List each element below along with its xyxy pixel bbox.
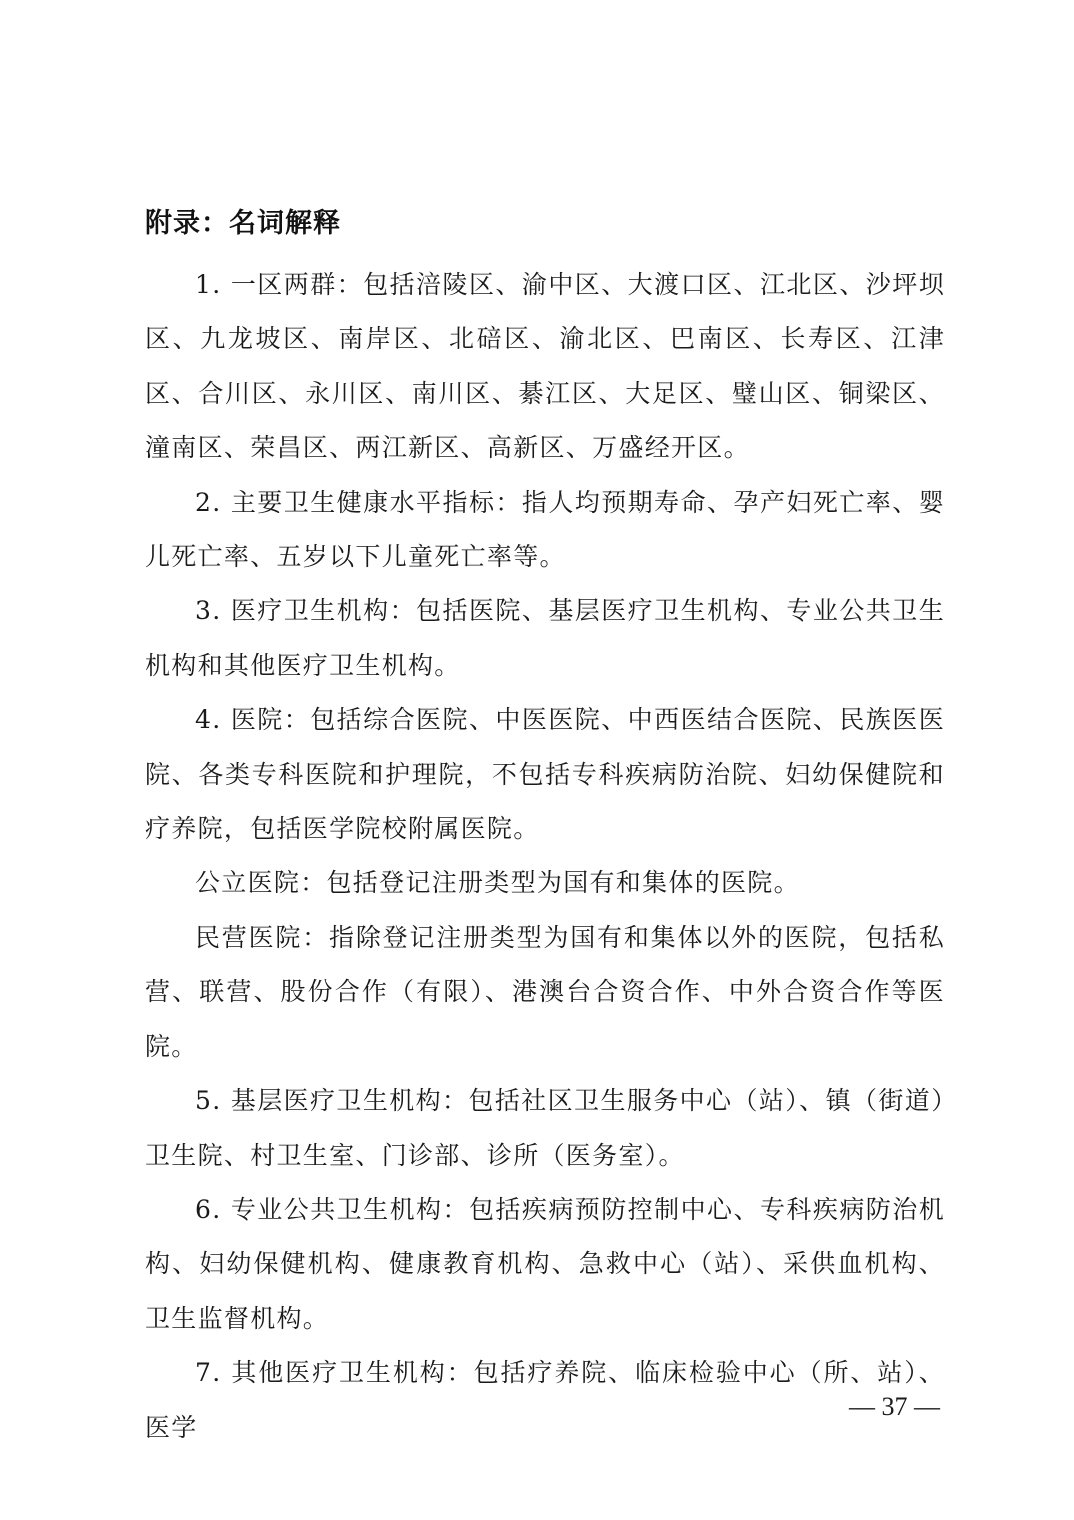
glossary-body bbox=[145, 258, 945, 1455]
paragraph-2-health-indicators: 2. 主要卫生健康水平指标：指人均预期寿命、孕产妇死亡率、婴儿死亡率、五岁以下儿童死亡率等。 bbox=[145, 487, 945, 572]
paragraph-7-other-institutions: 7. 其他医疗卫生机构：包括疗养院、临床检验中心（所、站）、医学 bbox=[145, 1358, 945, 1442]
paragraph-5-primary-care: 5. 基层医疗卫生机构：包括社区卫生服务中心（站）、镇（街道）卫生院、村卫生室、门诊部、诊所（医务室）。 bbox=[145, 1086, 945, 1170]
paragraph-public-hospitals: 公立医院：包括登记注册类型为国有和集体的医院。 bbox=[195, 868, 800, 898]
paragraph-private-hospitals: 民营医院：指除登记注册类型为国有和集体以外的医院，包括私营、联营、股份合作（有限）、港澳台合资合作、中外合资合作等医院。 bbox=[145, 922, 945, 1061]
appendix-heading: 附录：名词解释 bbox=[145, 208, 341, 239]
paragraph-6-public-health: 6. 专业公共卫生机构：包括疾病预防控制中心、专科疾病防治机构、妇幼保健机构、健康教育机构、急救中心（站）、采供血机构、卫生监督机构。 bbox=[145, 1194, 945, 1333]
page-number: — 37 — bbox=[849, 1392, 940, 1421]
paragraph-1-region: 1. 一区两群：包括涪陵区、渝中区、大渡口区、江北区、沙坪坝区、九龙坡区、南岸区、北碚区、渝北区、巴南区、长寿区、江津区、合川区、永川区、南川区、綦江区、大足区、璧山区、铜梁区、潼南区、荣昌区、两江新区、高新区、万盛经开区。 bbox=[145, 270, 945, 463]
paragraph-4-hospitals: 4. 医院：包括综合医院、中医医院、中西医结合医院、民族医医院、各类专科医院和护理院，不包括专科疾病防治院、妇幼保健院和疗养院，包括医学院校附属医院。 bbox=[145, 705, 945, 844]
paragraph-3-medical-institutions: 3. 医疗卫生机构：包括医院、基层医疗卫生机构、专业公共卫生机构和其他医疗卫生机构。 bbox=[145, 596, 945, 680]
